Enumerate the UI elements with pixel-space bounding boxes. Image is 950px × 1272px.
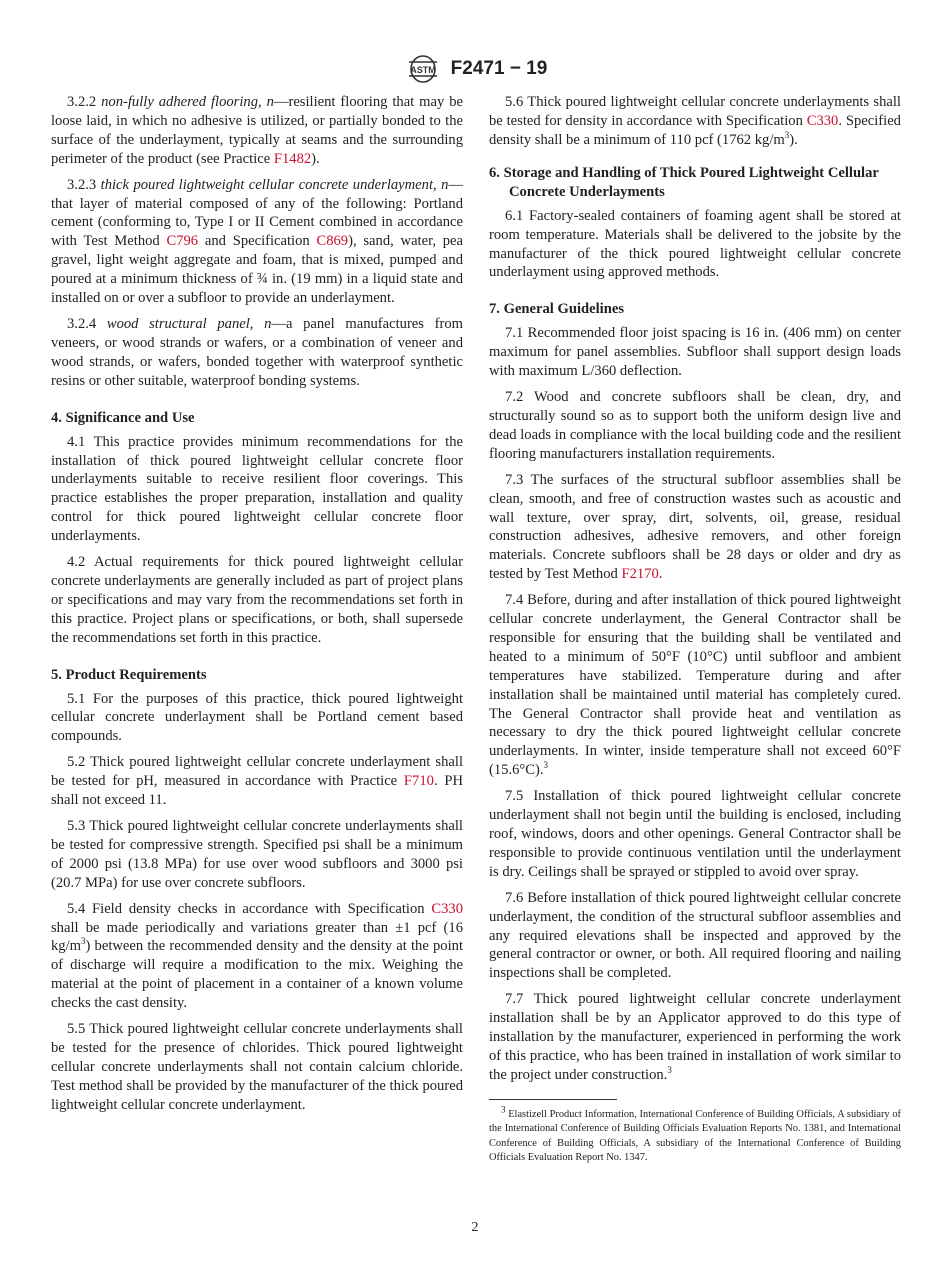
left-column	[51, 93, 463, 1122]
section-7-heading: 7. General Guidelines	[489, 301, 624, 318]
paragraph-3-2-3: 3.2.3 thick poured lightweight cellular concrete underlayment, n—that layer of material composed of any of the following: Portland cement (conforming to, Type I or II Cement combined in accordance with Test Method C796 and Specification C869), sand, water, pea gravel, light weight aggregate and foam, that is mixed, pumped and poured at a minimum thickness of ¾ in. (19 mm) in a liquid state and installed on or over a subfloor to provide an underlayment.	[51, 176, 464, 307]
right-column	[489, 93, 901, 1165]
paragraph-7-3: 7.3 The surfaces of the structural subfloor assemblies shall be clean, smooth, and free of construction wastes such as acoustic and wall texture, over spray, dirt, solvents, oil, grease, residual construction adhesives, adhesive removers, and other foreign materials. Concrete subfloors shall be 28 days or older and dry as tested by Test Method F2170.	[489, 471, 901, 583]
term-non-fully-adhered: non-fully adhered flooring, n	[101, 94, 274, 110]
link-c330-2[interactable]: C330	[806, 112, 839, 129]
section-6-heading: 6. Storage and Handling of Thick Poured Lightweight Cellular Concrete Underlayments	[489, 164, 879, 200]
standard-designation: F2471 − 19	[450, 58, 548, 79]
section-5-heading: 5. Product Requirements	[51, 666, 207, 683]
page-number: 2	[471, 1220, 479, 1235]
astm-logo-graphic	[403, 54, 443, 84]
paragraph-4-1: 4.1 This practice provides minimum recommendations for the installation of thick poured lightweight cellular concrete floor underlayments suitable to receive resilient floor coverings. This practice establishes the proper preparation, installation and quality control for thick poured lightweight cellular concrete floor underlayments.	[51, 433, 463, 545]
term-wood-structural-panel: wood structural panel, n	[106, 315, 272, 332]
link-c869[interactable]: C869	[316, 233, 349, 250]
paragraph-7-5: 7.5 Installation of thick poured lightweight cellular concrete underlayment shall not begin until the building is enclosed, including roof, windows, doors and other openings. General Contractor shall be responsible to provide continuous ventilation until the underlayment is dry. Ceilings shall be sprayed or stippled to avoid over spray.	[489, 788, 901, 880]
paragraph-3-2-2: 3.2.2 non-fully adhered flooring, n—resilient flooring that may be loose laid, in which no adhesive is utilized, or partially bonded to the surface of the underlayment, typically at seams and the surrounding perimeter of the product (see Practice F1482).	[51, 94, 464, 167]
paragraph-5-3: 5.3 Thick poured lightweight cellular concrete underlayments shall be tested for compressive strength. Specified psi shall be a minimum of 2000 psi (13.8 MPa) for use over wood subfloors and 3000 psi (20.7 MPa) for use over concrete subfloors.	[51, 818, 463, 891]
paragraph-7-2: 7.2 Wood and concrete subfloors shall be clean, dry, and structurally sound so as to support both the uniform design live and dead loads in compliance with the local building code and the resilient flooring manufacturers installation requirements.	[489, 389, 901, 462]
page-header	[0, 54, 950, 84]
link-f2170[interactable]: F2170	[621, 566, 659, 583]
footnote-3: $^3$ Elastizell Product Information, International Conference of Building Officials, A subsidiary of the International Conference of Building Officials Evaluation Reports No. 1381, and International Conference of Building Officials, A subsidiary of the International Conference of Building Officials Evaluation Report No. 1347.	[489, 1104, 901, 1163]
term-thick-poured: thick poured lightweight cellular concrete underlayment, n	[100, 176, 449, 193]
paragraph-5-1: 5.1 For the purposes of this practice, thick poured lightweight cellular concrete underlayment shall be Portland cement based compounds.	[51, 690, 463, 745]
paragraph-7-1: 7.1 Recommended floor joist spacing is 16 in. (406 mm) on center maximum for panel assemblies. Subfloor shall support design loads with maximum L/360 deflection.	[489, 325, 901, 380]
link-f1482[interactable]: F1482	[273, 150, 312, 167]
paragraph-7-7: 7.7 Thick poured lightweight cellular concrete underlayment installation shall be by an Applicator approved to do this type of installation by the manufacturer, experienced in performing the work of this practice, who has been trained in installation of work similar to the project under construction.$^3$	[489, 991, 901, 1083]
paragraph-4-2: 4.2 Actual requirements for thick poured lightweight cellular concrete underlayments are generally included as part of project plans or specifications and may vary from the recommendations set forth in this practice. Project plans or specifications, or both, shall supersede the recommendations set forth in this practice.	[51, 554, 463, 646]
paragraph-5-4: 5.4 Field density checks in accordance with Specification C330 shall be made periodically and variations greater than ±1 pcf (16 $kg/m^3$) between the recommended density and the density at the point of discharge will require a modification to the mix. Weighing the material at the point of placement in a container of a known volume checks the cast density.	[51, 900, 463, 1012]
link-f710[interactable]: F710	[403, 773, 434, 790]
paragraph-7-6: 7.6 Before installation of thick poured lightweight cellular concrete underlayment, the condition of the structural subfloor assemblies and any required elevations shall be inspected and approved by the general contractor or owner, or both. All required flooring and nailing inspections shall be completed.	[489, 889, 901, 982]
paragraph-5-2: 5.2 Thick poured lightweight cellular concrete underlayment shall be tested for pH, measured in accordance with Practice F710. PH shall not exceed 11.	[51, 754, 463, 809]
link-c796[interactable]: C796	[166, 233, 199, 250]
astm-logo-text: ASTM	[409, 65, 436, 75]
paragraph-6-1: 6.1 Factory-sealed containers of foaming agent shall be stored at room temperature. Materials shall be delivered to the jobsite by the manufacturer of the thick poured lightweight cellular concrete underlayment using approved methods.	[489, 207, 901, 281]
astm-logo-icon	[403, 54, 443, 84]
paragraph-3-2-4: 3.2.4 wood structural panel, n—a panel manufactures from veneers, or wood strands or wafers, or a combination of veneer and wood strands, or wafers, bonded together with waterproof synthetic resins or other suitable, waterproof bonding systems.	[51, 315, 463, 389]
link-c330[interactable]: C330	[431, 900, 463, 917]
section-4-heading: 4. Significance and Use	[51, 409, 195, 426]
paragraph-7-4: 7.4 Before, during and after installation of thick poured lightweight cellular concrete underlayment, the General Contractor shall be responsible for ensuring that the building shall be ventilated and heated to a minimum of 50°F (10°C) until subfloor and ambient temperatures have stabilized. Temperature during and after installation shall be maintained until material has completely cured. The General Contractor shall provide heat and ventilation as necessary to dry the thick poured lightweight cellular concrete underlayments. In winter, inside temperature shall not exceed 60°F (15.6°C).$^3$	[489, 592, 901, 779]
paragraph-5-6: 5.6 Thick poured lightweight cellular concrete underlayments shall be tested for density in accordance with Specification C330. Specified density shall be a minimum of 110 pcf (1762 $kg/m^3$).	[489, 94, 901, 148]
paragraph-5-5: 5.5 Thick poured lightweight cellular concrete underlayments shall be tested for the presence of chlorides. Thick poured lightweight cellular concrete underlayments shall not contain calcium chloride. Test method shall be provided by the manufacturer of the thick poured lightweight cellular concrete underlayment.	[51, 1021, 463, 1113]
footnote-divider	[489, 1099, 617, 1100]
